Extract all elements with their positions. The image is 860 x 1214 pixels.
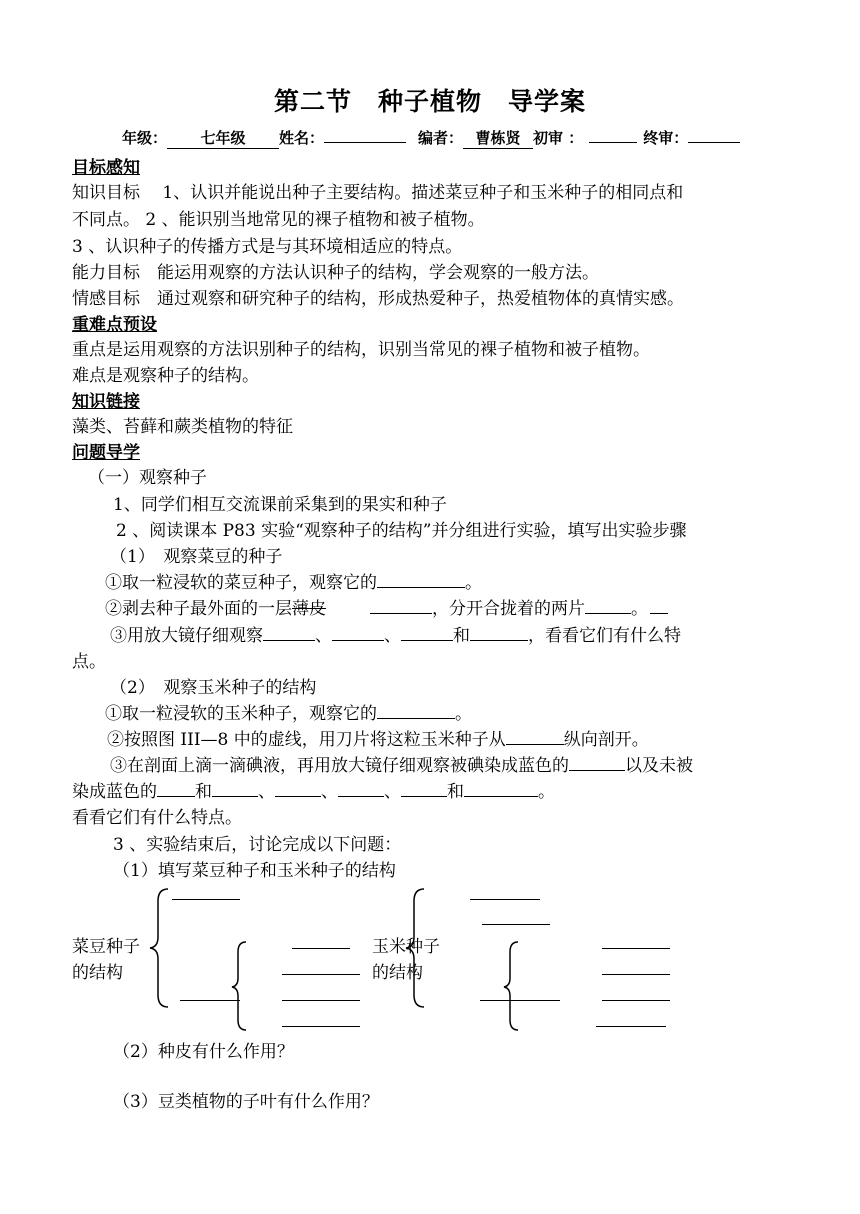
key-line-2: 难点是观察种子的结构。: [72, 366, 259, 386]
corn-blank-7[interactable]: [596, 1026, 666, 1027]
bean-structure-label-1: 菜豆种子: [72, 937, 140, 957]
blank[interactable]: [401, 625, 453, 641]
corn-blank-6[interactable]: [602, 1000, 670, 1001]
guide-heading: 问题导学: [72, 443, 140, 463]
blank[interactable]: [157, 781, 195, 797]
bean-step-c-end: 点。: [72, 652, 106, 672]
name-blank[interactable]: [324, 142, 406, 143]
goal-line-3: 3 、认识种子的传播方式是与其环境相适应的特点。: [72, 237, 463, 257]
corn-blank-5[interactable]: [602, 974, 670, 975]
grade-value: 七年级: [167, 127, 279, 149]
question-2: （2）种皮有什么作用？: [113, 1042, 294, 1062]
review1-blank[interactable]: [589, 142, 637, 143]
goals-heading: 目标感知: [72, 158, 140, 178]
blank[interactable]: [470, 625, 528, 641]
blank[interactable]: [569, 755, 625, 771]
question-3: （3）豆类植物的子叶有什么作用？: [113, 1092, 379, 1112]
bean-outer-brace: [148, 887, 172, 1009]
blank[interactable]: [370, 598, 432, 614]
bean-blank-1[interactable]: [172, 899, 240, 900]
goal-line-4: 能力目标 能运用观察的方法认识种子的结构，学会观察的一般方法。: [72, 263, 599, 283]
blank[interactable]: [332, 625, 384, 641]
bean-step-c: ③用放大镜仔细观察 、 、 和 ，看看它们有什么特: [110, 626, 681, 646]
bean-blank-3[interactable]: [292, 948, 350, 949]
corn-step-c-2: 染成蓝色的 和 、 、 、 和 。: [72, 782, 555, 802]
corn-inner-brace: [502, 940, 522, 1032]
step-2: 2 、阅读课本 P83 实验“观察种子的结构”并分组进行实验，填写出实验步骤: [116, 521, 687, 541]
editor-label: 编者：: [418, 129, 464, 147]
blank[interactable]: [263, 625, 315, 641]
step-1: 1、同学们相互交流课前采集到的果实和种子: [113, 495, 447, 515]
corn-structure-label-1: 玉米种子: [372, 937, 440, 957]
step-3: 3 、实验结束后，讨论完成以下问题：: [113, 835, 402, 855]
corn-step-c: ③在剖面上滴一滴碘液，再用放大镜仔细观察被碘染成蓝色的 以及未被: [110, 756, 693, 776]
corn-blank-2[interactable]: [482, 924, 550, 925]
review1-label: 初审 ：: [533, 129, 584, 147]
bean-step-b: ②剥去种子最外面的一层薄皮 ，分开合拢着的两片 。: [105, 594, 668, 619]
corn-step-b: ②按照图 III—8 中的虚线，用刀片将这粒玉米种子从 纵向剖开。: [107, 730, 649, 750]
goal-line-1: 知识目标 1、认识并能说出种子主要结构。描述菜豆种子和玉米种子的相同点和: [72, 183, 684, 203]
goal-line-5: 情感目标 通过观察和研究种子的结构，形成热爱种子，热爱植物体的真情实感。: [72, 289, 684, 309]
bean-blank-2[interactable]: [180, 1000, 240, 1001]
meta-line: [122, 127, 740, 149]
bean-blank-5[interactable]: [282, 1000, 360, 1001]
review2-blank[interactable]: [688, 142, 740, 143]
name-label: 姓名：: [279, 129, 325, 147]
corn-blank-1[interactable]: [470, 899, 540, 900]
bean-step-a: ①取一粒浸软的菜豆种子，观察它的 。: [105, 573, 482, 593]
review2-label: 终审：: [643, 129, 689, 147]
bean-structure-label-2: 的结构: [72, 963, 123, 983]
corn-structure-label-2: 的结构: [372, 963, 423, 983]
blank[interactable]: [650, 598, 668, 614]
blank[interactable]: [377, 572, 465, 588]
key-line-1: 重点是运用观察的方法识别种子的结构，识别当常见的裸子植物和被子植物。: [72, 340, 650, 360]
corn-step-a: ①取一粒浸软的玉米种子，观察它的 。: [105, 704, 472, 724]
part1-title: （一）观察种子: [88, 468, 207, 488]
key-heading: 重难点预设: [72, 315, 157, 335]
blank[interactable]: [212, 781, 258, 797]
grade-label: 年级：: [122, 129, 168, 147]
bean-blank-4[interactable]: [282, 974, 360, 975]
blank[interactable]: [506, 729, 564, 745]
blank[interactable]: [464, 781, 538, 797]
page-title: 第二节 种子植物 导学案: [273, 87, 586, 116]
corn-blank-3[interactable]: [480, 1000, 560, 1001]
editor-value: 曹栋贤: [463, 127, 533, 149]
bean-inner-brace: [230, 940, 250, 1032]
link-heading: 知识链接: [72, 392, 140, 412]
blank[interactable]: [585, 598, 631, 614]
blank[interactable]: [338, 781, 384, 797]
bean-blank-6[interactable]: [282, 1026, 360, 1027]
blank[interactable]: [401, 781, 447, 797]
corn-step-c-3: 看看它们有什么特点。: [72, 808, 242, 828]
corn-blank-4[interactable]: [602, 948, 670, 949]
question-1: （1）填写菜豆种子和玉米种子的结构: [113, 861, 396, 881]
blank[interactable]: [275, 781, 321, 797]
bean-title: （1） 观察菜豆的种子: [110, 547, 283, 567]
link-line-1: 藻类、苔藓和蕨类植物的特征: [72, 417, 293, 437]
goal-line-2: 不同点。 2 、能识别当地常见的裸子植物和被子植物。: [72, 210, 485, 230]
blank[interactable]: [377, 703, 455, 719]
corn-outer-brace: [404, 887, 428, 1009]
corn-title: （2） 观察玉米种子的结构: [110, 678, 317, 698]
